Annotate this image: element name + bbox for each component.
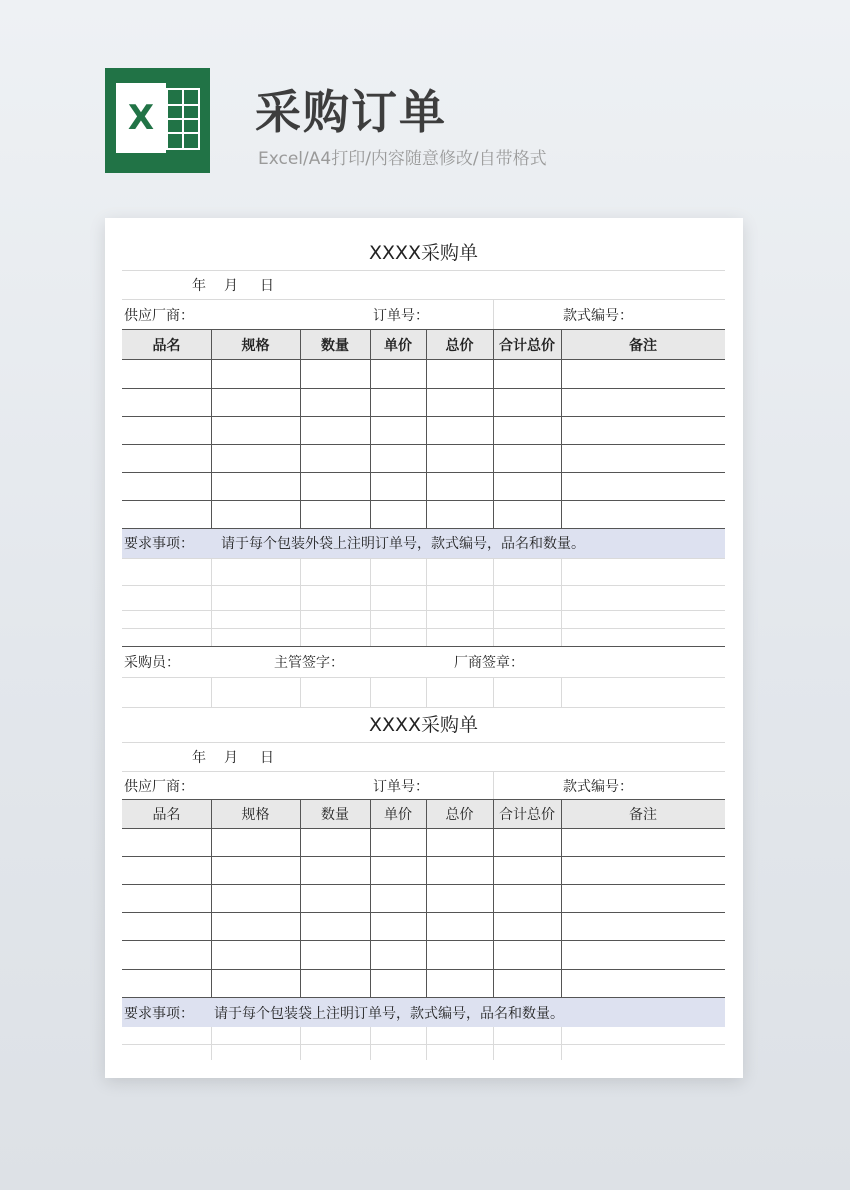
- grid-row-line: [122, 472, 725, 473]
- form1-col-remarks: 备注: [629, 338, 657, 354]
- excel-icon-page: [116, 83, 166, 153]
- grid-row-line: [122, 771, 725, 772]
- form1-col-spec: 规格: [241, 338, 270, 354]
- form1-col-name: 品名: [152, 338, 181, 354]
- grid-column-line: [211, 799, 212, 998]
- form2-month-label: 月: [224, 750, 238, 766]
- grid-row-line: [122, 329, 725, 330]
- grid-column-line: [493, 799, 494, 998]
- grid-column-line: [493, 771, 494, 800]
- excel-grid-icon: [166, 88, 200, 150]
- grid-row-line: [122, 856, 725, 857]
- grid-row-line: [122, 799, 725, 800]
- grid-row-line: [122, 359, 725, 360]
- grid-column-line: [370, 1027, 371, 1060]
- grid-column-line: [300, 1027, 301, 1060]
- grid-row-line: [122, 558, 725, 559]
- grid-column-line: [561, 1027, 562, 1060]
- grid-row-line: [122, 742, 725, 743]
- grid-column-line: [370, 677, 371, 707]
- grid-row-line: [122, 416, 725, 417]
- excel-icon-letter: X: [127, 98, 155, 138]
- grid-column-line: [561, 329, 562, 529]
- form2-style-no-label: 款式编号：: [563, 779, 633, 795]
- grid-column-line: [493, 1027, 494, 1060]
- grid-column-line: [561, 558, 562, 646]
- grid-row-line: [122, 628, 725, 629]
- grid-column-line: [493, 558, 494, 646]
- form1-col-total: 总价: [445, 338, 474, 354]
- grid-row-line: [122, 610, 725, 611]
- form1-col-unit-price: 单价: [384, 338, 412, 354]
- form1-requirements-label: 要求事项：: [124, 536, 194, 552]
- grid-column-line: [493, 329, 494, 529]
- form2-day-label: 日: [260, 750, 274, 766]
- grid-column-line: [426, 329, 427, 529]
- grid-column-line: [370, 799, 371, 998]
- document-page: [105, 218, 743, 1078]
- form2-col-grand-total: 合计总价: [499, 807, 555, 823]
- grid-column-line: [370, 558, 371, 646]
- grid-row-line: [122, 707, 725, 708]
- excel-icon: [105, 68, 210, 173]
- grid-row-line: [122, 270, 725, 271]
- grid-column-line: [493, 299, 494, 329]
- form2-order-no-label: 订单号：: [373, 779, 429, 795]
- grid-column-line: [211, 1027, 212, 1060]
- grid-row-line: [122, 940, 725, 941]
- grid-column-line: [561, 799, 562, 998]
- form2-col-qty: 数量: [321, 807, 349, 823]
- form2-col-total: 总价: [445, 807, 474, 823]
- form2-requirements-text: 请于每个包装袋上注明订单号，款式编号，品名和数量。: [214, 1006, 564, 1022]
- form1-style-no-label: 款式编号：: [563, 308, 633, 324]
- grid-row-line: [122, 585, 725, 586]
- grid-row-line: [122, 500, 725, 501]
- form2-col-unit-price: 单价: [384, 807, 412, 823]
- grid-row-line: [122, 677, 725, 678]
- form1-vendor-seal-label: 厂商签章：: [454, 655, 524, 671]
- form2-title: XXXX采购单: [368, 714, 479, 736]
- form1-col-grand-total: 合计总价: [499, 338, 555, 354]
- grid-row-line: [122, 884, 725, 885]
- grid-column-line: [211, 558, 212, 646]
- grid-row-line: [122, 912, 725, 913]
- grid-row-line: [122, 969, 725, 970]
- form2-requirements-label: 要求事项：: [124, 1006, 194, 1022]
- grid-column-line: [211, 329, 212, 529]
- grid-column-line: [426, 799, 427, 998]
- page-subtitle: Excel/A4打印/内容随意修改/自带格式: [258, 149, 547, 169]
- grid-column-line: [426, 677, 427, 707]
- form2-col-name: 品名: [152, 807, 181, 823]
- grid-column-line: [211, 677, 212, 707]
- form1-requirements-text: 请于每个包装外袋上注明订单号，款式编号，品名和数量。: [221, 536, 585, 552]
- form1-order-no-label: 订单号：: [373, 308, 429, 324]
- grid-row-line: [122, 444, 725, 445]
- form1-col-qty: 数量: [321, 338, 349, 354]
- grid-column-line: [370, 329, 371, 529]
- grid-row-line: [122, 1044, 725, 1045]
- grid-row-line: [122, 299, 725, 300]
- form1-title: XXXX采购单: [368, 242, 479, 264]
- form1-buyer-label: 采购员：: [124, 655, 180, 671]
- form1-supervisor-label: 主管签字：: [274, 655, 344, 671]
- form1-year-label: 年: [192, 278, 206, 294]
- grid-column-line: [493, 677, 494, 707]
- grid-column-line: [561, 677, 562, 707]
- grid-row-line: [122, 388, 725, 389]
- form1-supplier-label: 供应厂商：: [124, 308, 194, 324]
- grid-column-line: [426, 1027, 427, 1060]
- form2-col-remarks: 备注: [629, 807, 657, 823]
- form2-supplier-label: 供应厂商：: [124, 779, 194, 795]
- grid-column-line: [426, 558, 427, 646]
- form1-month-label: 月: [224, 278, 238, 294]
- grid-column-line: [300, 558, 301, 646]
- form2-year-label: 年: [192, 750, 206, 766]
- form2-col-spec: 规格: [241, 807, 270, 823]
- grid-column-line: [300, 677, 301, 707]
- grid-row-line: [122, 828, 725, 829]
- grid-row-line: [122, 646, 725, 647]
- grid-column-line: [300, 799, 301, 998]
- page-title: 采购订单: [255, 85, 447, 139]
- grid-column-line: [300, 329, 301, 529]
- form1-day-label: 日: [260, 278, 274, 294]
